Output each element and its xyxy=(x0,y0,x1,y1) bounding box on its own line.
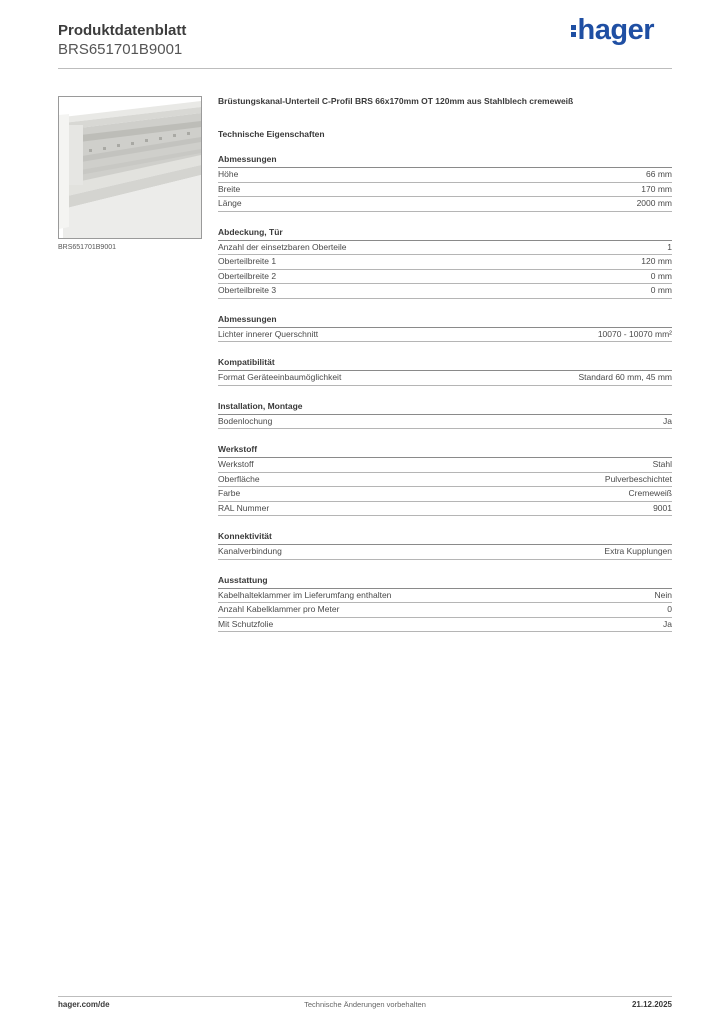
property-row xyxy=(218,473,672,488)
image-caption: BRS651701B9001 xyxy=(58,244,116,251)
property-sections xyxy=(218,154,672,632)
property-value: Nein xyxy=(654,589,672,600)
section-title: Abmessungen xyxy=(218,154,672,168)
logo-text: hager xyxy=(577,14,654,46)
property-row xyxy=(218,458,672,473)
property-section xyxy=(218,401,672,430)
property-label: Oberfläche xyxy=(218,473,260,484)
property-row xyxy=(218,270,672,285)
property-label: Werkstoff xyxy=(218,459,254,469)
logo-dots-icon xyxy=(571,23,576,39)
property-label: Bodenlochung xyxy=(218,415,273,426)
property-label: Kanalverbindung xyxy=(218,546,282,556)
product-image xyxy=(58,96,202,239)
property-row xyxy=(218,618,672,633)
property-value: 170 mm xyxy=(641,183,672,194)
property-label: RAL Nummer xyxy=(218,502,270,513)
property-row xyxy=(218,589,672,604)
section-title: Installation, Montage xyxy=(218,401,672,415)
property-label: Format Geräteeinbaumöglichkeit xyxy=(218,372,342,382)
property-row xyxy=(218,241,672,256)
property-label: Breite xyxy=(218,183,241,194)
property-value: Cremeweiß xyxy=(628,488,672,498)
property-section xyxy=(218,531,672,560)
property-value: 0 mm xyxy=(650,285,672,295)
property-row xyxy=(218,284,672,299)
property-row xyxy=(218,255,672,270)
property-row xyxy=(218,168,672,183)
property-value: Ja xyxy=(663,415,672,426)
property-value: Extra Kupplungen xyxy=(604,546,672,556)
property-row xyxy=(218,328,672,343)
document-title: Produktdatenblatt xyxy=(58,22,187,39)
property-label: Oberteilbreite 3 xyxy=(218,285,277,295)
property-section xyxy=(218,314,672,343)
property-row xyxy=(218,603,672,618)
property-section xyxy=(218,154,672,212)
property-section xyxy=(218,444,672,516)
property-row xyxy=(218,197,672,212)
property-label: Mit Schutzfolie xyxy=(218,618,274,629)
section-title: Kompatibilität xyxy=(218,357,672,371)
property-label: Anzahl der einsetzbaren Oberteile xyxy=(218,241,347,252)
property-value: Stahl xyxy=(652,459,672,469)
section-title: Ausstattung xyxy=(218,575,672,589)
property-value: 0 mm xyxy=(650,270,672,281)
document-header xyxy=(58,22,186,59)
product-number: BRS651701B9001 xyxy=(58,41,183,58)
property-row xyxy=(218,487,672,502)
property-value: Standard 60 mm, 45 mm xyxy=(578,372,672,382)
property-section xyxy=(218,227,672,299)
footer-disclaimer: Technische Änderungen vorbehalten xyxy=(304,1000,426,1009)
technical-properties-heading: Technische Eigenschaften xyxy=(218,129,325,139)
section-title: Konnektivität xyxy=(218,531,672,545)
property-section xyxy=(218,575,672,633)
hager-logo xyxy=(571,14,654,47)
property-value: Pulverbeschichtet xyxy=(604,473,672,484)
property-row xyxy=(218,415,672,430)
product-description: Brüstungskanal-Unterteil C-Profil BRS 66x170mm OT 120mm aus Stahlblech cremeweiß xyxy=(218,96,574,106)
property-value: 0 xyxy=(667,604,672,614)
property-value: 9001 xyxy=(653,502,672,513)
footer-website: hager.com/de xyxy=(58,1000,110,1009)
datasheet-content xyxy=(218,96,672,632)
property-value: 10070 - 10070 mm² xyxy=(597,328,672,339)
section-title: Abmessungen xyxy=(218,314,672,328)
property-value: 66 mm xyxy=(646,169,672,179)
footer-date: 21.12.2025 xyxy=(631,1000,672,1009)
section-title: Werkstoff xyxy=(218,444,672,458)
header-divider xyxy=(58,68,672,69)
property-label: Oberteilbreite 1 xyxy=(218,256,277,266)
property-label: Lichter innerer Querschnitt xyxy=(218,328,319,339)
section-title: Abdeckung, Tür xyxy=(218,227,672,241)
property-value: Ja xyxy=(663,618,672,629)
property-label: Farbe xyxy=(218,488,241,498)
cable-trunking-icon xyxy=(59,97,201,238)
page-footer xyxy=(58,996,672,1016)
property-label: Anzahl Kabelklammer pro Meter xyxy=(218,604,340,614)
property-row xyxy=(218,502,672,517)
footer-divider xyxy=(58,996,672,997)
property-row xyxy=(218,371,672,386)
property-section xyxy=(218,357,672,386)
property-value: 2000 mm xyxy=(636,198,672,208)
property-label: Oberteilbreite 2 xyxy=(218,270,277,281)
property-label: Länge xyxy=(218,198,242,208)
property-row xyxy=(218,183,672,198)
property-value: 120 mm xyxy=(641,256,672,266)
property-label: Kabelhalteklammer im Lieferumfang enthalten xyxy=(218,589,392,600)
property-value: 1 xyxy=(667,241,672,252)
property-label: Höhe xyxy=(218,169,239,179)
property-row xyxy=(218,545,672,560)
